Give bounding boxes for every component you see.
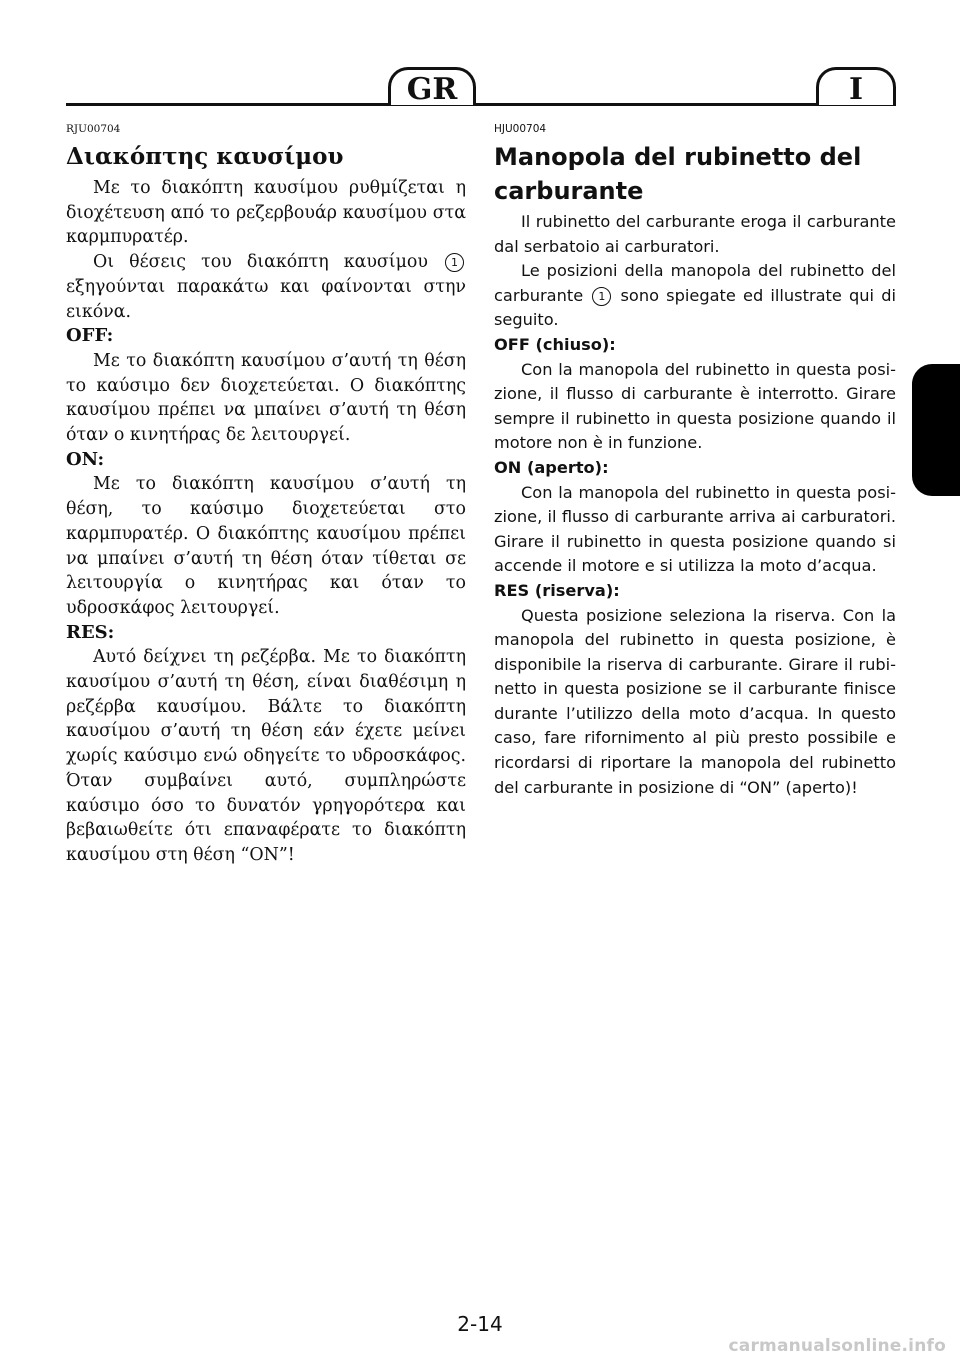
on-paragraph: Με το διακόπτη καυσίμου σ’αυτή τη θέση, το καύσιμο διοχετεύεται στο καρμπυρατέρ. Ο διακόπτης καυσίμου πρέπει να μπαίνει σ’αυτή τη θέση όταν τίθεται σε λειτουργία ο κινητήρας και όταν το υδροσκάφος λειτουργεί.: [66, 474, 466, 618]
res-paragraph: Αυτό δείχνει τη ρεζέρβα. Με το διακόπτη καυσίμου σ’αυτή τη θέση, είναι διαθέσιμη η ρεζέρβα καυσίμου. Βάλτε το διακόπτη καυσίμου σ’αυτή τη θέση εάν έχετε μείνει χωρίς καύσιμο ενώ οδηγείτε το υδροσκάφος. Όταν συμβαίνει αυτό, συμπληρώστε καύσιμο όσο το δυνατόν γρηγορότερα και βεβαιωθείτε ότι επαναφέρατε το διακόπτη καυσίμου στη θέση “ON”!: [66, 647, 466, 865]
on-label: ON (aperto):: [494, 457, 609, 477]
section-title: Διακόπτης καυσίμου: [66, 143, 344, 170]
section-code: RJU00704: [66, 123, 121, 135]
language-badge-gr: GR: [388, 67, 476, 105]
header-rule: [66, 103, 896, 106]
callout-number-badge: 1: [445, 253, 464, 272]
off-label: OFF (chiuso):: [494, 334, 616, 354]
off-paragraph: Με το διακόπτη καυσίμου σ’αυτή τη θέση το καύσιμο δεν διοχετεύεται. Ο διακόπτης καυσίμου πρέπει να μπαίνει σ’αυτή τη θέση όταν ο κινητήρας δε λειτουργεί.: [66, 350, 466, 446]
positions-text-before: Le posizioni della manopola del rubinetto del carburante: [494, 261, 896, 305]
section-code: HJU00704: [494, 123, 547, 135]
positions-paragraph: [494, 259, 896, 333]
greek-column: [66, 122, 466, 868]
res-label: RES (riserva):: [494, 580, 620, 600]
page-number: 2-14: [457, 1312, 503, 1336]
positions-text-after: sono spiegate ed illustrate qui di seguito.: [494, 285, 896, 330]
italian-column: [494, 122, 896, 800]
positions-paragraph: [66, 250, 466, 324]
on-paragraph: Con la manopola del rubinetto in questa posi-zione, il flusso di carburante arriva ai carburatori. Girare il rubinetto in questa posizione quando si accende il motore e si utilizza la moto d’acqua.: [494, 482, 896, 576]
off-label: OFF:: [66, 325, 114, 347]
callout-number-badge: 1: [592, 287, 611, 306]
positions-text-after: εξηγούνται παρακάτω και φαίνονται στην εικόνα.: [66, 276, 466, 322]
section-title: Manopola del rubinetto del carburante: [494, 143, 862, 205]
on-label: ON:: [66, 448, 105, 470]
section-tab-marker: [912, 364, 960, 496]
off-paragraph: Con la manopola del rubinetto in questa posi-zione, il flusso di carburante è interrotto. Girare sempre il rubinetto in questa posizione quando il motore non è in funzione.: [494, 359, 896, 453]
intro-paragraph: Με το διακόπτη καυσίμου ρυθμίζεται η διοχέτευση από το ρεζερβουάρ καυσίμου στα καρμπυρατέρ.: [66, 178, 466, 248]
positions-text-before: Οι θέσεις του διακόπτη καυσίμου: [93, 252, 428, 273]
intro-paragraph: Il rubinetto del carburante eroga il carburante dal serbatoio ai carburatori.: [494, 212, 896, 256]
watermark: carmanualsonline.info: [728, 1336, 946, 1356]
language-badge-i: I: [816, 67, 896, 105]
res-paragraph: Questa posizione seleziona la riserva. Con la manopola del rubinetto in questa posizione, è disponibile la riserva di carburante. Girare il rubi-netto in questa posizione se il carburante finisce durante l’utilizzo della moto d’acqua. In questo caso, fare rifornimento al più presto possibile e ricordarsi di riportare la manopola del rubinetto del carburante in posizione di “ON” (aperto)!: [494, 605, 896, 797]
res-label: RES:: [66, 621, 115, 643]
